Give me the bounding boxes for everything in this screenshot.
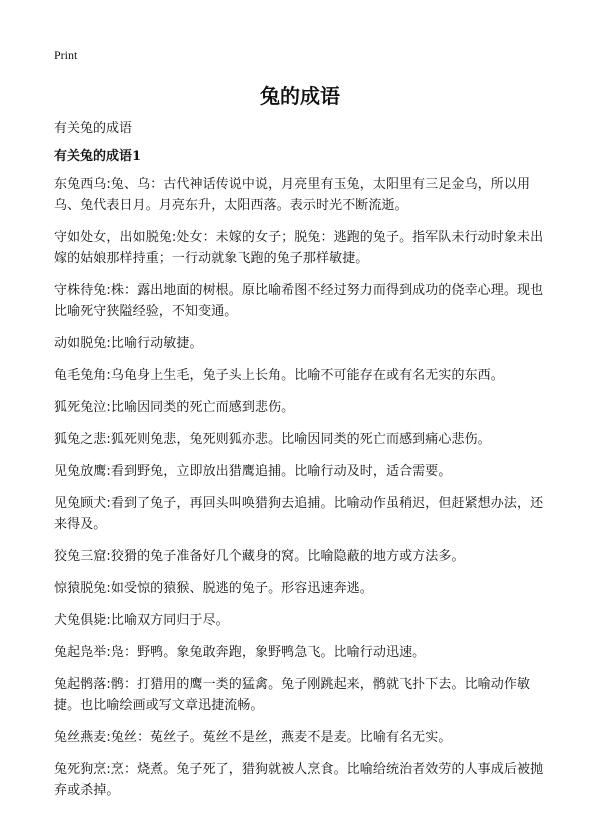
idiom-entry: 见兔顾犬:看到了兔子，再回头叫唤猎狗去追捕。比喻动作虽稍迟，但赶紧想办法，还来得及。 [54, 496, 544, 532]
section-heading: 有关兔的成语1 [54, 149, 142, 164]
idiom-entry: 惊猿脱兔:如受惊的猿猴、脱逃的兔子。形容迅速奔逃。 [54, 581, 373, 596]
idiom-entry: 龟毛兔角:乌龟身上生毛，兔子头上长角。比喻不可能存在或有名无实的东西。 [54, 368, 504, 383]
idiom-entry: 动如脱兔:比喻行动敏捷。 [54, 336, 203, 351]
document-subtitle: 有关兔的成语 [54, 121, 133, 136]
print-link[interactable]: Print [54, 48, 78, 62]
idiom-entry: 见兔放鹰:看到野兔，立即放出猎鹰追捕。比喻行动及时，适合需要。 [54, 464, 452, 479]
idiom-entry: 狐死兔泣:比喻因同类的死亡而感到悲伤。 [54, 400, 295, 415]
idiom-entry: 犬兔俱毙:比喻双方同归于尽。 [54, 613, 229, 628]
idiom-entry: 兔起凫举:凫：野鸭。象兔敢奔跑，象野鸭急飞。比喻行动迅速。 [54, 645, 426, 660]
document-body [54, 118, 546, 812]
idiom-entry: 东兔西乌:兔、乌：古代神话传说中说，月亮里有玉兔，太阳里有三足金乌，所以用乌、兔代表日月。月亮东升，太阳西落。表示时光不断流逝。 [54, 177, 531, 213]
idiom-entry: 兔丝燕麦:兔丝：菟丝子。菟丝不是丝，燕麦不是麦。比喻有名无实。 [54, 730, 452, 745]
idiom-entry: 守株待兔:株：露出地面的树根。原比喻希图不经过努力而得到成功的侥幸心理。现也比喻死守狭隘经验，不知变通。 [54, 283, 544, 319]
idiom-entry: 守如处女，出如脱兔:处女：未嫁的女子；脱兔：逃跑的兔子。指军队未行动时象未出嫁的姑娘那样持重；一行动就象飞跑的兔子那样敏捷。 [54, 230, 544, 266]
idiom-entry: 兔起鹘落:鹘：打猎用的鹰一类的猛禽。兔子刚跳起来，鹘就飞扑下去。比喻动作敏捷。也比喻绘画或写文章迅捷流畅。 [54, 677, 531, 713]
idiom-entry: 兔死狗烹:烹：烧煮。兔子死了，猎狗就被人烹食。比喻给统治者效劳的人事成后被抛弃或杀掉。 [54, 762, 544, 798]
page-title: 兔的成语 [260, 84, 340, 108]
idiom-entry: 狐兔之悲:狐死则兔悲，兔死则狐亦悲。比喻因同类的死亡而感到痛心悲伤。 [54, 432, 491, 447]
idiom-entry: 狡兔三窟:狡猾的兔子准备好几个藏身的窝。比喻隐蔽的地方或方法多。 [54, 549, 465, 564]
